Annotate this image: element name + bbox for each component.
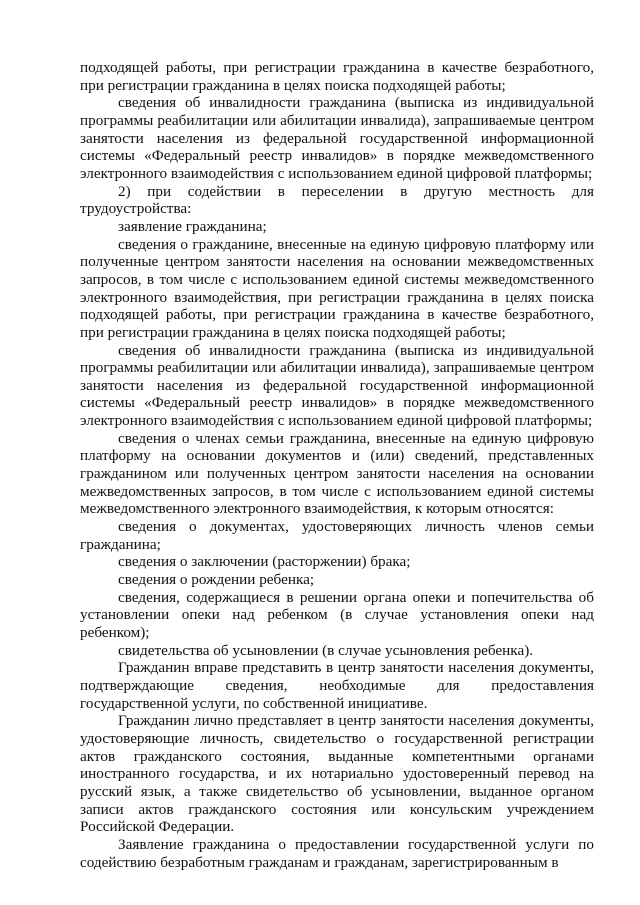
paragraph: сведения о гражданине, внесенные на единую цифровую платформу или полученные центром занятости населения на основании межведомственных запросов, в том числе с использованием единой системы межведомственного электронного взаимодействия, при регистрации гражданина в целях поиска подходящей работы, при регистрации гражданина в качестве безработного, при регистрации гражданина в целях поиска подходящей работы; bbox=[80, 235, 594, 341]
paragraph: сведения о документах, удостоверяющих личность членов семьи гражданина; bbox=[80, 518, 594, 553]
paragraph: сведения об инвалидности гражданина (выписка из индивидуальной программы реабилитации или абилитации инвалида), запрашиваемые центром занятости населения из федеральной государственной информационной системы «Федеральный реестр инвалидов» в порядке межведомственного электронного взаимодействия с использованием единой цифровой платформы; bbox=[80, 94, 594, 182]
paragraph-item-2: 2) при содействии в переселении в другую местность для трудоустройства: bbox=[80, 182, 594, 218]
paragraph: сведения, содержащиеся в решении органа опеки и попечительства об установлении опеки над ребенком (в случае установления опеки над ребенком); bbox=[80, 588, 594, 641]
body-text bbox=[80, 59, 594, 871]
paragraph: Заявление гражданина о предоставлении государственной услуги по содействию безработным гражданам и гражданам, зарегистрированным в bbox=[80, 835, 594, 871]
paragraph: заявление гражданина; bbox=[118, 217, 267, 235]
paragraph: Гражданин лично представляет в центр занятости населения документы, удостоверяющие личность, свидетельство о государственной регистрации актов гражданского состояния, выданные компетентными органами иностранного государства, и их нотариально удостоверенный перевод на русский язык, а также свидетельство об усыновлении, выданное органом записи актов гражданского состояния или консульским учреждением Российской Федерации. bbox=[80, 712, 594, 836]
paragraph: Гражданин вправе представить в центр занятости населения документы, подтверждающие сведения, необходимые для предоставления государственной услуги, по собственной инициативе. bbox=[80, 659, 594, 712]
paragraph: сведения о заключении (расторжении) брака; bbox=[118, 553, 411, 571]
paragraph: сведения о рождении ребенка; bbox=[118, 571, 315, 589]
paragraph: сведения об инвалидности гражданина (выписка из индивидуальной программы реабилитации или абилитации инвалида), запрашиваемые центром занятости населения из федеральной государственной информационной системы «Федеральный реестр инвалидов» в порядке межведомственного электронного взаимодействия с использованием единой цифровой платформы; bbox=[80, 341, 594, 430]
paragraph: сведения о членах семьи гражданина, внесенные на единую цифровую платформу на основании документов и (или) сведений, представленных гражданином или полученных центром занятости населения на основании межведомственных запросов, в том числе с использованием единой системы межведомственного электронного взаимодействия, к которым относятся: bbox=[80, 429, 594, 518]
paragraph-continuation: подходящей работы, при регистрации гражданина в качестве безработного, при регистрации гражданина в целях поиска подходящей работы; bbox=[80, 59, 594, 94]
paragraph: свидетельства об усыновлении (в случае усыновления ребенка). bbox=[118, 641, 534, 659]
